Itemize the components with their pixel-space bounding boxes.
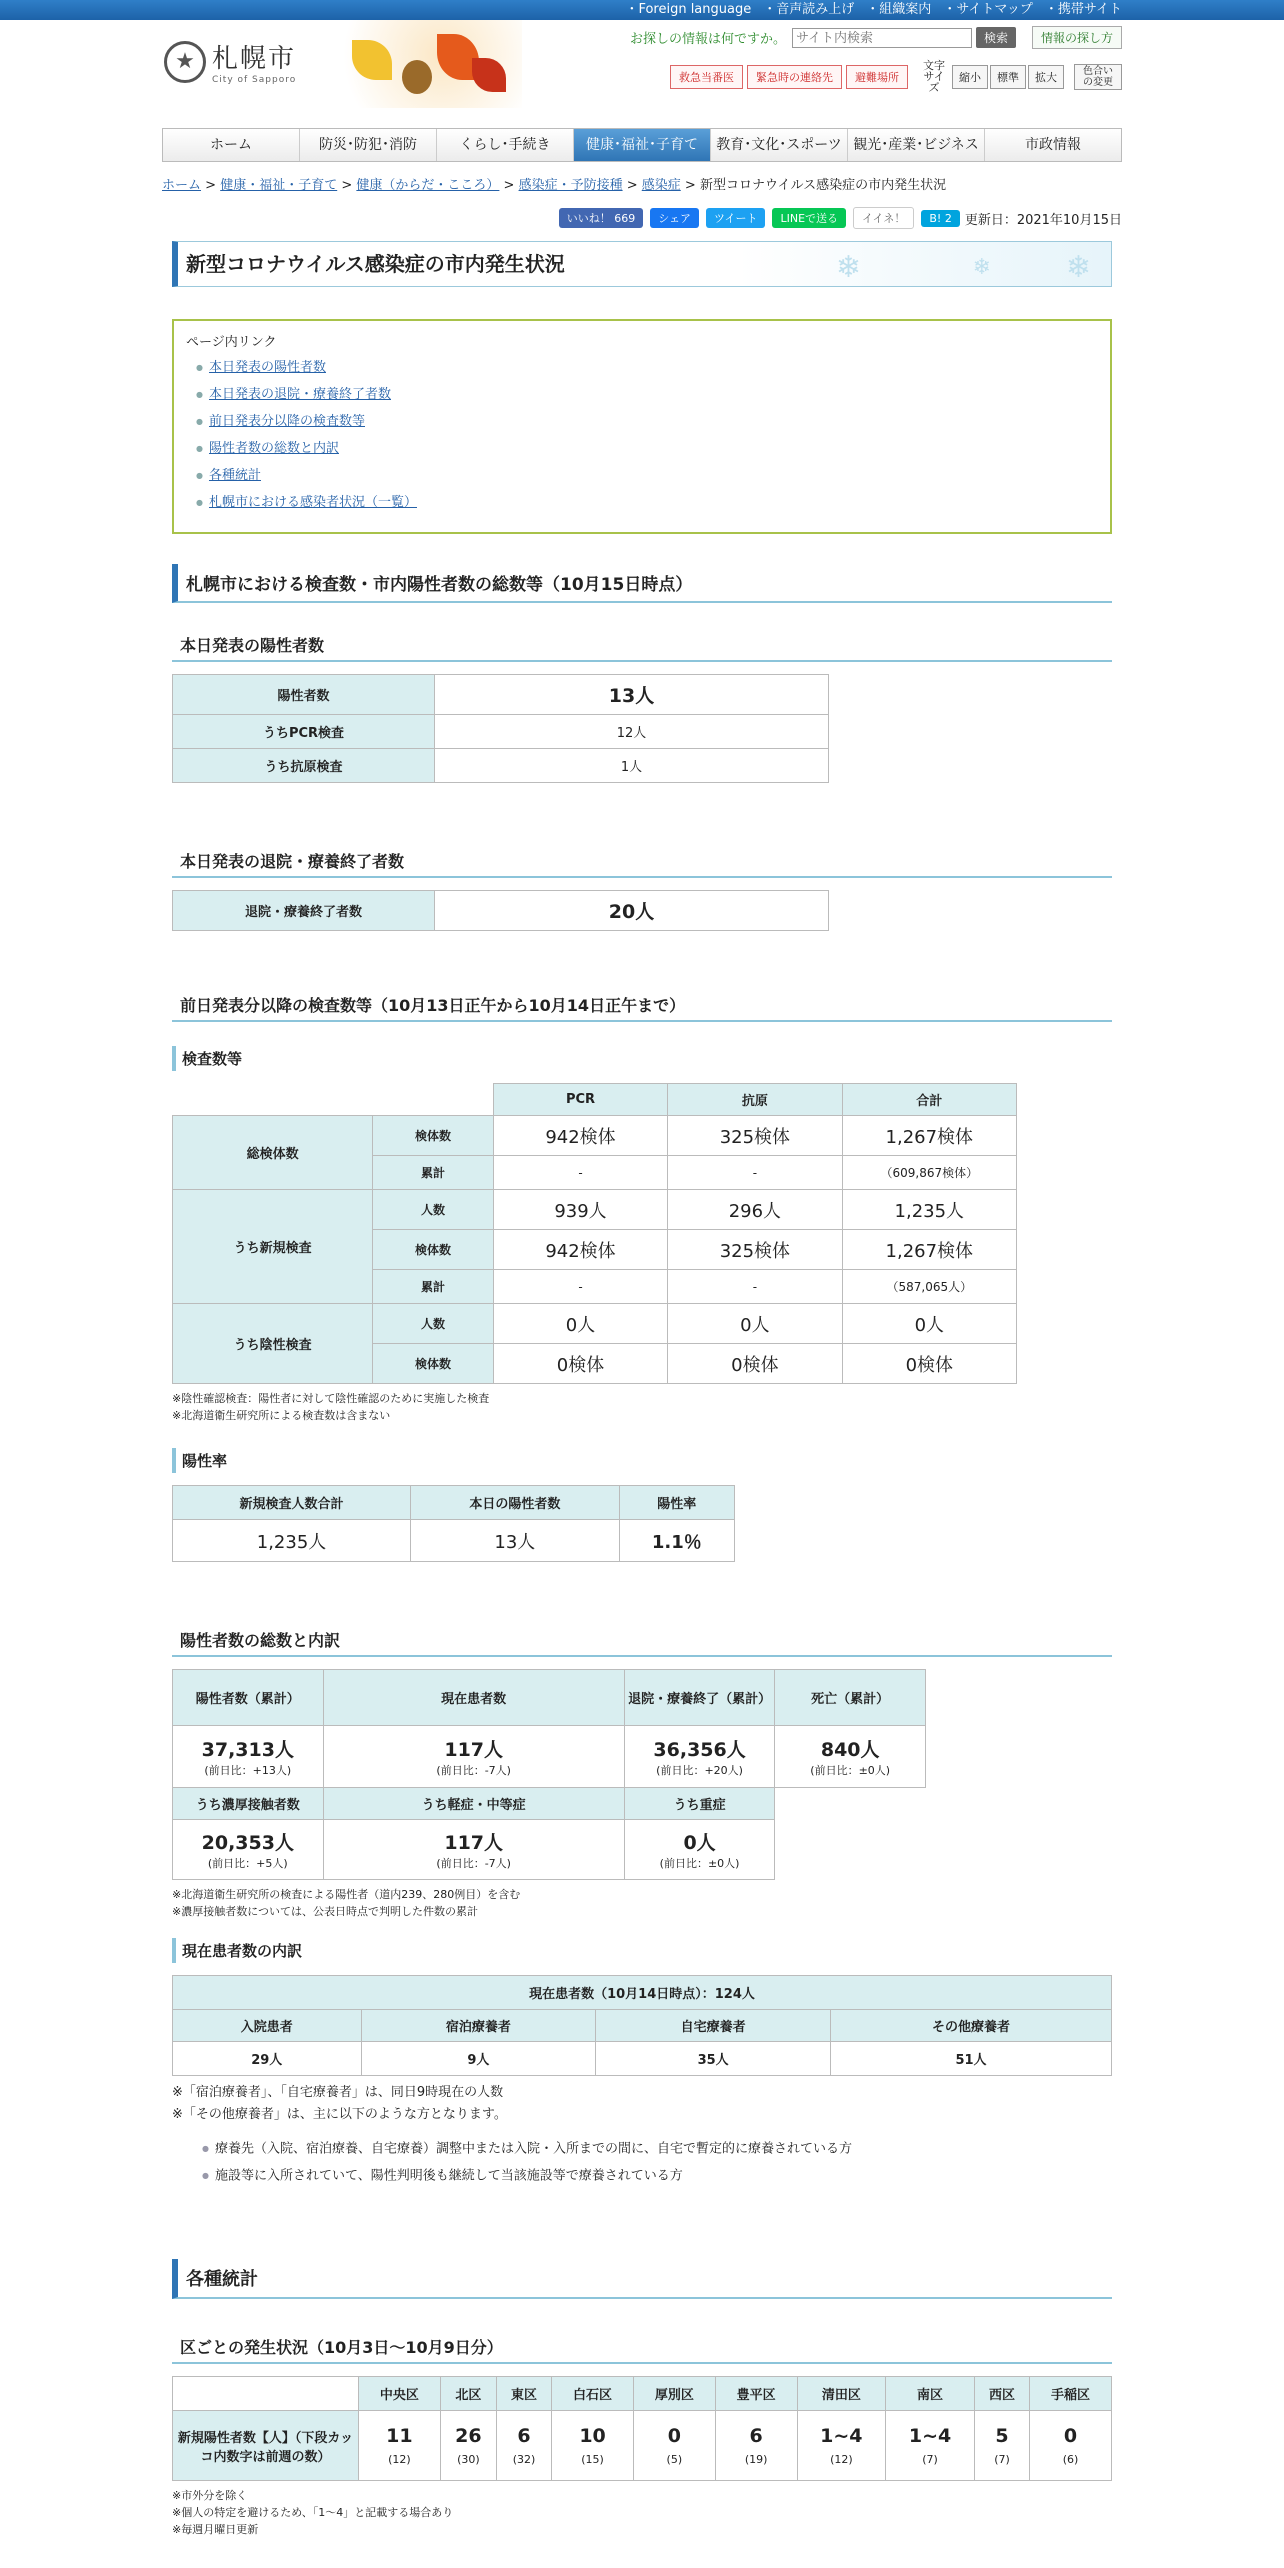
emergency-links: [670, 60, 1122, 93]
note-line: ※北海道衛生研究所の検査による陽性者（道内239、280例目）を含む: [172, 1888, 521, 1901]
note-line: ※個人の特定を避けるため、「1～4」と記載する場合あり: [172, 2506, 454, 2519]
column-header: 死亡（累計）: [775, 1670, 926, 1726]
cell-value: 942検体: [493, 1230, 667, 1270]
day-diff: (前日比：+5人): [207, 1857, 288, 1870]
note-line: ※市外分を除く: [172, 2489, 248, 2502]
cell-value: （587,065人）: [842, 1270, 1016, 1304]
cell-value: 1,267検体: [842, 1116, 1016, 1156]
text-size-standard-button[interactable]: 標準: [990, 65, 1026, 89]
heading-today-positive: 本日発表の陽性者数: [172, 627, 1112, 662]
cell-value: 9人: [361, 2042, 596, 2076]
ward-value: [1030, 2411, 1112, 2481]
row-label: 検体数: [373, 1230, 494, 1270]
total-value: 37,313人: [201, 1739, 294, 1761]
ward-header: 豊平区: [715, 2377, 797, 2411]
table-header-row: [173, 1670, 926, 1726]
page-title: [172, 241, 1112, 287]
table-row: [173, 1116, 1017, 1156]
column-header: 抗原: [668, 1084, 842, 1116]
cell-value: 325検体: [668, 1230, 842, 1270]
table-row: [173, 1304, 1017, 1344]
column-header: 宿泊療養者: [361, 2010, 596, 2042]
global-nav: [162, 128, 1122, 162]
row-value: 12人: [435, 715, 829, 749]
column-header: うち重症: [624, 1788, 775, 1820]
updated-date: 更新日：2021年10月15日: [964, 212, 1122, 228]
table-header-row: [173, 2377, 1112, 2411]
text-size-label: 文字サイズ: [923, 59, 945, 94]
cell-value: 0人: [668, 1304, 842, 1344]
current-bullets: [172, 2136, 1112, 2189]
ward-prev: (32): [512, 2453, 536, 2466]
text-size-small-button[interactable]: 縮小: [952, 65, 988, 89]
note-line: ※濃厚接触者数については、公表日時点で判明した件数の累計: [172, 1905, 478, 1918]
note-line: ※「その他療養者」は、主に以下のような方となります。: [172, 2107, 507, 2122]
cell-value: [323, 1726, 624, 1788]
mixi-iine-button[interactable]: イイネ！: [853, 207, 914, 229]
day-diff: (前日比：±0人): [659, 1857, 740, 1870]
ward-current: 10: [579, 2425, 606, 2447]
cell-value: -: [668, 1156, 842, 1190]
column-header: うち濃厚接触者数: [173, 1788, 324, 1820]
toc-link[interactable]: 前日発表分以降の検査数等: [208, 414, 365, 429]
ward-current: 5: [995, 2425, 1009, 2447]
ward-prev: (19): [744, 2453, 768, 2466]
total-value: 840人: [820, 1739, 880, 1761]
row-label: 累計: [373, 1270, 494, 1304]
group-label: うち陰性検査: [173, 1304, 373, 1384]
toc-link[interactable]: 各種統計: [208, 468, 261, 483]
column-header: 合計: [842, 1084, 1016, 1116]
nav-item[interactable]: 教育･文化･スポーツ: [711, 129, 848, 161]
ward-value: [633, 2411, 715, 2481]
note-line: ※「宿泊療養者」、「自宅療養者」は、同日9時現在の人数: [172, 2085, 504, 2100]
ward-header: 清田区: [797, 2377, 886, 2411]
breadcrumb-separator: >: [680, 178, 700, 193]
row-label: 新規陽性者数【人】（下段カッコ内数字は前週の数）: [173, 2411, 359, 2481]
table-row: [173, 2411, 1112, 2481]
cell-value: 1,267検体: [842, 1230, 1016, 1270]
find-info-link[interactable]: 情報の探し方: [1032, 26, 1122, 49]
cell-value: 942検体: [493, 1116, 667, 1156]
day-diff: (前日比：±0人): [810, 1764, 891, 1777]
blank-header: [173, 1084, 494, 1116]
hatena-bookmark-button[interactable]: B! 2: [921, 210, 959, 227]
heading-totals: 陽性者数の総数と内訳: [172, 1622, 1112, 1657]
city-name-en: City of Sapporo: [212, 75, 297, 85]
ward-prev: (7): [922, 2453, 938, 2466]
column-header: 陽性者数（累計）: [173, 1670, 324, 1726]
emergency-contact-link[interactable]: 緊急時の連絡先: [747, 65, 842, 89]
cell-value: 0検体: [668, 1344, 842, 1384]
discharge-label: 退院・療養終了者数: [173, 891, 435, 931]
ward-header: 白石区: [552, 2377, 634, 2411]
today-positive-table: [172, 674, 829, 783]
toc-link[interactable]: 本日発表の陽性者数: [208, 360, 326, 375]
cell-value: [624, 1820, 775, 1880]
nav-item[interactable]: ホーム: [163, 129, 300, 161]
cell-value: [323, 1820, 624, 1880]
nav-item[interactable]: 健康･福祉･子育て: [574, 129, 711, 161]
tests-table: [172, 1083, 1017, 1384]
toc-item: [186, 408, 1098, 435]
ward-table: [172, 2376, 1112, 2481]
search-prompt: お探しの情報は何ですか。: [629, 32, 786, 47]
row-label: 検体数: [373, 1344, 494, 1384]
heading-tests: 前日発表分以降の検査数等（10月13日正午から10月14日正午まで）: [172, 987, 1112, 1022]
utility-link[interactable]: ・ 組織案内: [866, 2, 931, 17]
page-toc: [172, 319, 1112, 534]
snowflake-icon: ❄: [835, 250, 861, 285]
bullet-item: ● 施設等に入所されていて、陽性判明後も継続して当該施設等で療養されている方: [202, 2163, 1112, 2190]
bullet-item: ● 療養先（入院、宿泊療養、自宅療養）調整中または入院・入所までの間に、自宅で暫定的に療養されている方: [202, 2136, 1112, 2163]
cell-value: 1,235人: [173, 1520, 411, 1562]
table-header-row: [173, 2010, 1112, 2042]
breadcrumb-separator: >: [201, 178, 221, 193]
today-discharge-table: [172, 890, 829, 931]
cell-value: 29人: [173, 2042, 362, 2076]
day-diff: (前日比：-7人): [436, 1764, 511, 1777]
ward-header: 東区: [496, 2377, 551, 2411]
city-logo[interactable]: [164, 38, 296, 85]
row-label: 人数: [373, 1304, 494, 1344]
nav-item[interactable]: 防災･防犯･消防: [300, 129, 437, 161]
toc-item: [186, 381, 1098, 408]
table-row: [173, 749, 829, 783]
ward-value: [886, 2411, 975, 2481]
current-patients-table: [172, 1975, 1112, 2076]
site-header: [162, 20, 1122, 108]
breadcrumb-current: 新型コロナウイルス感染症の市内発生状況: [699, 178, 947, 193]
ward-current: 1~4: [820, 2425, 863, 2447]
breadcrumb-link[interactable]: 感染症: [641, 178, 681, 193]
toc-title: ページ内リンク: [186, 335, 277, 350]
note-line: ※陰性確認検査：陽性者に対して陰性確認のために実施した検査: [172, 1392, 490, 1405]
toc-link[interactable]: 陽性者数の総数と内訳: [208, 441, 339, 456]
heading-tests-sub: 検査数等: [172, 1046, 1112, 1071]
facebook-like-button[interactable]: いいね！ 669: [559, 208, 644, 228]
totals-table: [172, 1669, 926, 1880]
cell-value: [624, 1726, 775, 1788]
toc-link[interactable]: 札幌市における感染者状況（一覧）: [208, 495, 417, 510]
blank-header: [173, 2377, 359, 2411]
cell-value: 325検体: [668, 1116, 842, 1156]
stats-title: 各種統計: [186, 2269, 258, 2290]
cell-value: 51人: [831, 2042, 1112, 2076]
evacuation-link[interactable]: 避難場所: [846, 65, 908, 89]
column-header: 新規検査人数合計: [173, 1486, 411, 1520]
breadcrumb-link[interactable]: ホーム: [162, 178, 202, 193]
heading-today-discharge: 本日発表の退院・療養終了者数: [172, 843, 1112, 878]
utility-bar: [0, 0, 1284, 20]
cell-value: 939人: [493, 1190, 667, 1230]
utility-link[interactable]: ・ 携帯サイト: [1045, 2, 1122, 17]
cell-value: -: [493, 1270, 667, 1304]
ward-value: [797, 2411, 886, 2481]
ward-prev: (15): [581, 2453, 604, 2466]
ward-header: 南区: [886, 2377, 975, 2411]
current-notes: [172, 2082, 1112, 2126]
toc-item: [186, 462, 1098, 489]
cell-value: 0人: [493, 1304, 667, 1344]
page-title-text: 新型コロナウイルス感染症の市内発生状況: [186, 252, 565, 276]
column-header: 陽性率: [619, 1486, 734, 1520]
ward-prev: (6): [1062, 2453, 1079, 2466]
breadcrumb-separator: >: [622, 178, 642, 193]
social-bar: [162, 207, 1122, 229]
city-name: 札幌市: [212, 44, 297, 74]
ward-current: 6: [749, 2425, 763, 2447]
site-search: [630, 26, 1122, 49]
totals-notes: [172, 1886, 1112, 1920]
total-value: 36,356人: [653, 1739, 746, 1761]
cell-value: [173, 1726, 324, 1788]
nav-item[interactable]: くらし･手続き: [437, 129, 574, 161]
row-label: 陽性者数: [173, 675, 435, 715]
total-value: 117人: [444, 1739, 504, 1761]
row-label: 人数: [373, 1190, 494, 1230]
section-title: 札幌市における検査数・市内陽性者数の総数等（10月15日時点）: [186, 575, 693, 595]
table-header-row: [173, 1788, 926, 1820]
utility-link[interactable]: ・ 音声読み上げ: [763, 2, 854, 17]
line-send-button[interactable]: LINEで送る: [772, 208, 846, 228]
breadcrumb-separator: >: [337, 178, 357, 193]
ward-current: 6: [517, 2425, 531, 2447]
column-header: 入院患者: [173, 2010, 362, 2042]
group-label: うち新規検査: [173, 1190, 373, 1304]
breadcrumb: [162, 174, 1122, 193]
table-row: [173, 1726, 926, 1788]
ward-prev: (30): [457, 2453, 480, 2466]
facebook-share-button[interactable]: シェア: [650, 208, 699, 228]
snowflake-icon: ❄: [972, 255, 991, 280]
table-row: [173, 715, 829, 749]
cell-value: 35人: [596, 2042, 831, 2076]
search-input[interactable]: [792, 28, 972, 48]
ward-prev: (7): [994, 2453, 1010, 2466]
ward-current: 0: [1063, 2425, 1078, 2447]
column-header: 現在患者数: [323, 1670, 624, 1726]
ward-value: [496, 2411, 551, 2481]
total-value: 0人: [683, 1832, 716, 1854]
search-button[interactable]: 検索: [976, 27, 1016, 48]
utility-link[interactable]: ・ サイトマップ: [943, 2, 1033, 17]
column-header: 本日の陽性者数: [411, 1486, 620, 1520]
row-label: 検体数: [373, 1116, 494, 1156]
note-line: ※北海道衛生研究所による検査数は含まない: [172, 1409, 391, 1422]
table-header-row: [173, 1486, 735, 1520]
ward-prev: (12): [388, 2453, 411, 2466]
ward-value: [552, 2411, 634, 2481]
ward-header: 手稲区: [1030, 2377, 1112, 2411]
row-label: 累計: [373, 1156, 494, 1190]
current-header: 現在患者数（10月14日時点）：124人: [173, 1976, 1112, 2010]
snowflake-icon: ❄: [1065, 250, 1091, 285]
cell-value: [173, 1820, 324, 1880]
group-label: 総検体数: [173, 1116, 373, 1190]
ward-current: 26: [455, 2425, 482, 2447]
section-heading-stats: [172, 2259, 1112, 2299]
text-size-large-button[interactable]: 拡大: [1028, 65, 1064, 89]
tests-notes: [172, 1390, 1112, 1424]
cell-value: -: [668, 1270, 842, 1304]
ward-header: 北区: [440, 2377, 496, 2411]
emergency-clinic-link[interactable]: 救急当番医: [670, 65, 743, 89]
discharge-value: 20人: [435, 891, 829, 931]
nav-item[interactable]: 観光･産業･ビジネス: [848, 129, 985, 161]
breadcrumb-link[interactable]: 健康（からだ・こころ）: [356, 178, 500, 193]
row-value: 13人: [435, 675, 829, 715]
cell-value: 1,235人: [842, 1190, 1016, 1230]
utility-link[interactable]: ・ Foreign language: [625, 2, 751, 17]
cell-value: 1.1％: [619, 1520, 734, 1562]
ward-current: 1~4: [908, 2425, 952, 2447]
ward-prev: (12): [830, 2453, 853, 2466]
ward-current: 0: [667, 2425, 681, 2447]
cell-value: -: [493, 1156, 667, 1190]
nav-item[interactable]: 市政情報: [1025, 137, 1081, 153]
cell-value: （609,867検体）: [842, 1156, 1016, 1190]
section-heading-totals: [172, 564, 1112, 603]
day-diff: (前日比：-7人): [436, 1857, 511, 1870]
day-diff: (前日比：+13人): [204, 1764, 292, 1777]
table-row: [173, 1820, 926, 1880]
toc-item: [186, 354, 1098, 381]
total-value: 20,353人: [201, 1832, 294, 1854]
total-value: 117人: [444, 1832, 504, 1854]
day-diff: (前日比：+20人): [656, 1764, 743, 1777]
ward-value: [715, 2411, 797, 2481]
cell-value: 0検体: [842, 1344, 1016, 1384]
toc-link[interactable]: 本日発表の退院・療養終了者数: [208, 387, 391, 402]
table-row: [173, 1190, 1017, 1230]
breadcrumb-link[interactable]: 健康・福祉・子育て: [220, 178, 338, 193]
cell-value: 0検体: [493, 1344, 667, 1384]
ward-notes: [172, 2487, 1112, 2538]
column-header: うち軽症・中等症: [323, 1788, 624, 1820]
cell-value: [775, 1726, 926, 1788]
cell-value: 296人: [668, 1190, 842, 1230]
ward-header: 西区: [974, 2377, 1029, 2411]
column-header: 退院・療養終了（累計）: [624, 1670, 775, 1726]
table-row: [173, 1520, 735, 1562]
column-header: その他療養者: [831, 2010, 1112, 2042]
ward-header: 厚別区: [633, 2377, 715, 2411]
ward-current: 11: [386, 2425, 413, 2447]
row-label: うち抗原検査: [173, 749, 435, 783]
heading-current: 現在患者数の内訳: [172, 1938, 1112, 1963]
heading-positivity: 陽性率: [172, 1448, 1112, 1473]
city-emblem-icon: ★: [164, 41, 206, 83]
cell-value: 0人: [842, 1304, 1016, 1344]
ward-value: [440, 2411, 496, 2481]
table-row: [173, 675, 829, 715]
color-change-button[interactable]: 色合いの変更: [1074, 64, 1122, 90]
autumn-leaves-decoration: [322, 20, 522, 108]
ward-value: [974, 2411, 1029, 2481]
table-header-row: [173, 1976, 1112, 2010]
table-row: [173, 2042, 1112, 2076]
row-value: 1人: [435, 749, 829, 783]
toc-item: [186, 489, 1098, 516]
breadcrumb-separator: >: [499, 178, 519, 193]
column-header: PCR: [493, 1084, 667, 1116]
breadcrumb-link[interactable]: 感染症・予防接種: [518, 178, 623, 193]
note-line: ※毎週月曜日更新: [172, 2523, 259, 2536]
row-label: うちPCR検査: [173, 715, 435, 749]
positivity-table: [172, 1485, 735, 1562]
heading-ward: 区ごとの発生状況（10月3日～10月9日分）: [172, 2329, 1112, 2364]
cell-value: 13人: [411, 1520, 620, 1562]
ward-value: [359, 2411, 441, 2481]
tweet-button[interactable]: ツイート: [706, 208, 765, 228]
ward-prev: (5): [666, 2453, 683, 2466]
table-header-row: [173, 1084, 1017, 1116]
toc-item: [186, 435, 1098, 462]
column-header: 自宅療養者: [596, 2010, 831, 2042]
ward-header: 中央区: [359, 2377, 441, 2411]
